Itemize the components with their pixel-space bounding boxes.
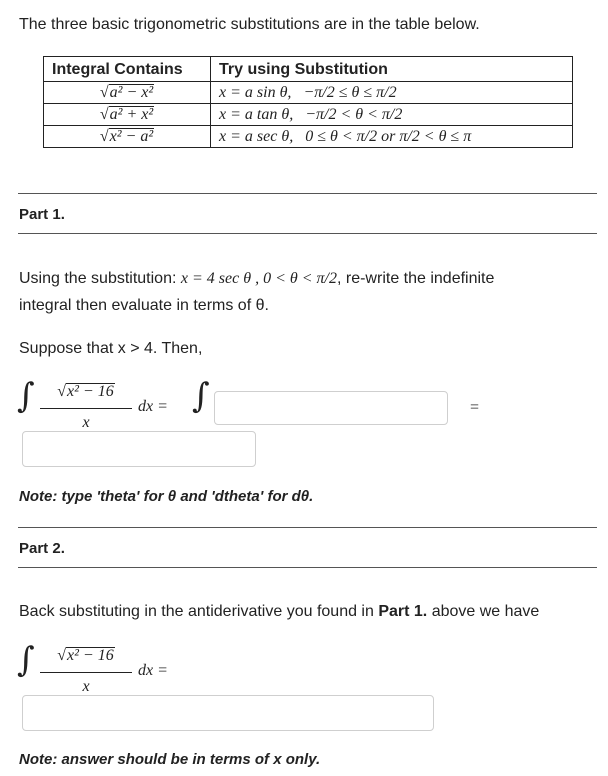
dx-equals: dx = xyxy=(138,398,168,415)
part2-note: Note: answer should be in terms of x only. xyxy=(19,751,321,768)
fraction-bar xyxy=(40,672,132,673)
intro-text: The three basic trigonometric substitutions are in the table below. xyxy=(19,16,480,33)
header-try-substitution: Try using Substitution xyxy=(211,57,573,82)
integrand-numerator: √x² − 16 xyxy=(57,647,114,664)
range: −π/2 < θ < π/2 xyxy=(305,106,403,123)
integral-sign: ∫ xyxy=(17,376,35,416)
trig-substitution-table xyxy=(43,56,573,148)
integrand-denominator: x xyxy=(82,414,90,431)
integral-sign: ∫ xyxy=(17,640,35,680)
antiderivative-input[interactable] xyxy=(22,431,256,467)
fraction-bar xyxy=(40,408,132,409)
table-row: √x² − a² x = a sec θ, 0 ≤ θ < π/2 or π/2 < θ ≤ π xyxy=(44,126,573,148)
part2-text: Back substituting in the antiderivative you found in Part 1. above we have xyxy=(19,603,540,620)
part1-note: Note: type 'theta' for θ and 'dtheta' for dθ. xyxy=(19,488,314,505)
radicand: x² − a² xyxy=(109,128,154,145)
part1-instruction: Using the substitution: x = 4 sec θ , 0 < θ < π/2, re-write the indefinite xyxy=(19,270,495,287)
radicand: a² − x² xyxy=(109,84,154,101)
table-row: √a² + x² x = a tan θ, −π/2 < θ < π/2 xyxy=(44,104,573,126)
integrand-numerator: √x² − 16 xyxy=(57,383,114,400)
divider xyxy=(18,527,597,528)
substitution-expression: x = 4 sec θ , 0 < θ < π/2 xyxy=(180,270,337,287)
range: −π/2 ≤ θ ≤ π/2 xyxy=(303,84,397,101)
divider xyxy=(18,567,597,568)
substitution: x = a tan θ, xyxy=(219,106,294,123)
substitution: x = a sin θ, xyxy=(219,84,292,101)
part1-title: Part 1. xyxy=(19,206,65,223)
divider xyxy=(18,193,597,194)
integral-sign: ∫ xyxy=(192,376,210,416)
substitution: x = a sec θ, xyxy=(219,128,294,145)
integrand-denominator: x xyxy=(82,678,90,695)
divider xyxy=(18,233,597,234)
integrand-input[interactable] xyxy=(214,391,448,425)
radicand: a² + x² xyxy=(109,106,154,123)
part1-instruction-line2: integral then evaluate in terms of θ. xyxy=(19,297,269,314)
part2-title: Part 2. xyxy=(19,540,65,557)
part1-suppose: Suppose that x > 4. Then, xyxy=(19,340,203,357)
header-integral-contains: Integral Contains xyxy=(44,57,211,82)
answer-input[interactable] xyxy=(22,695,434,731)
equals-sign: = xyxy=(470,399,480,416)
dx-equals: dx = xyxy=(138,662,168,679)
range: 0 ≤ θ < π/2 or π/2 < θ ≤ π xyxy=(305,128,472,145)
table-row: √a² − x² x = a sin θ, −π/2 ≤ θ ≤ π/2 xyxy=(44,82,573,104)
